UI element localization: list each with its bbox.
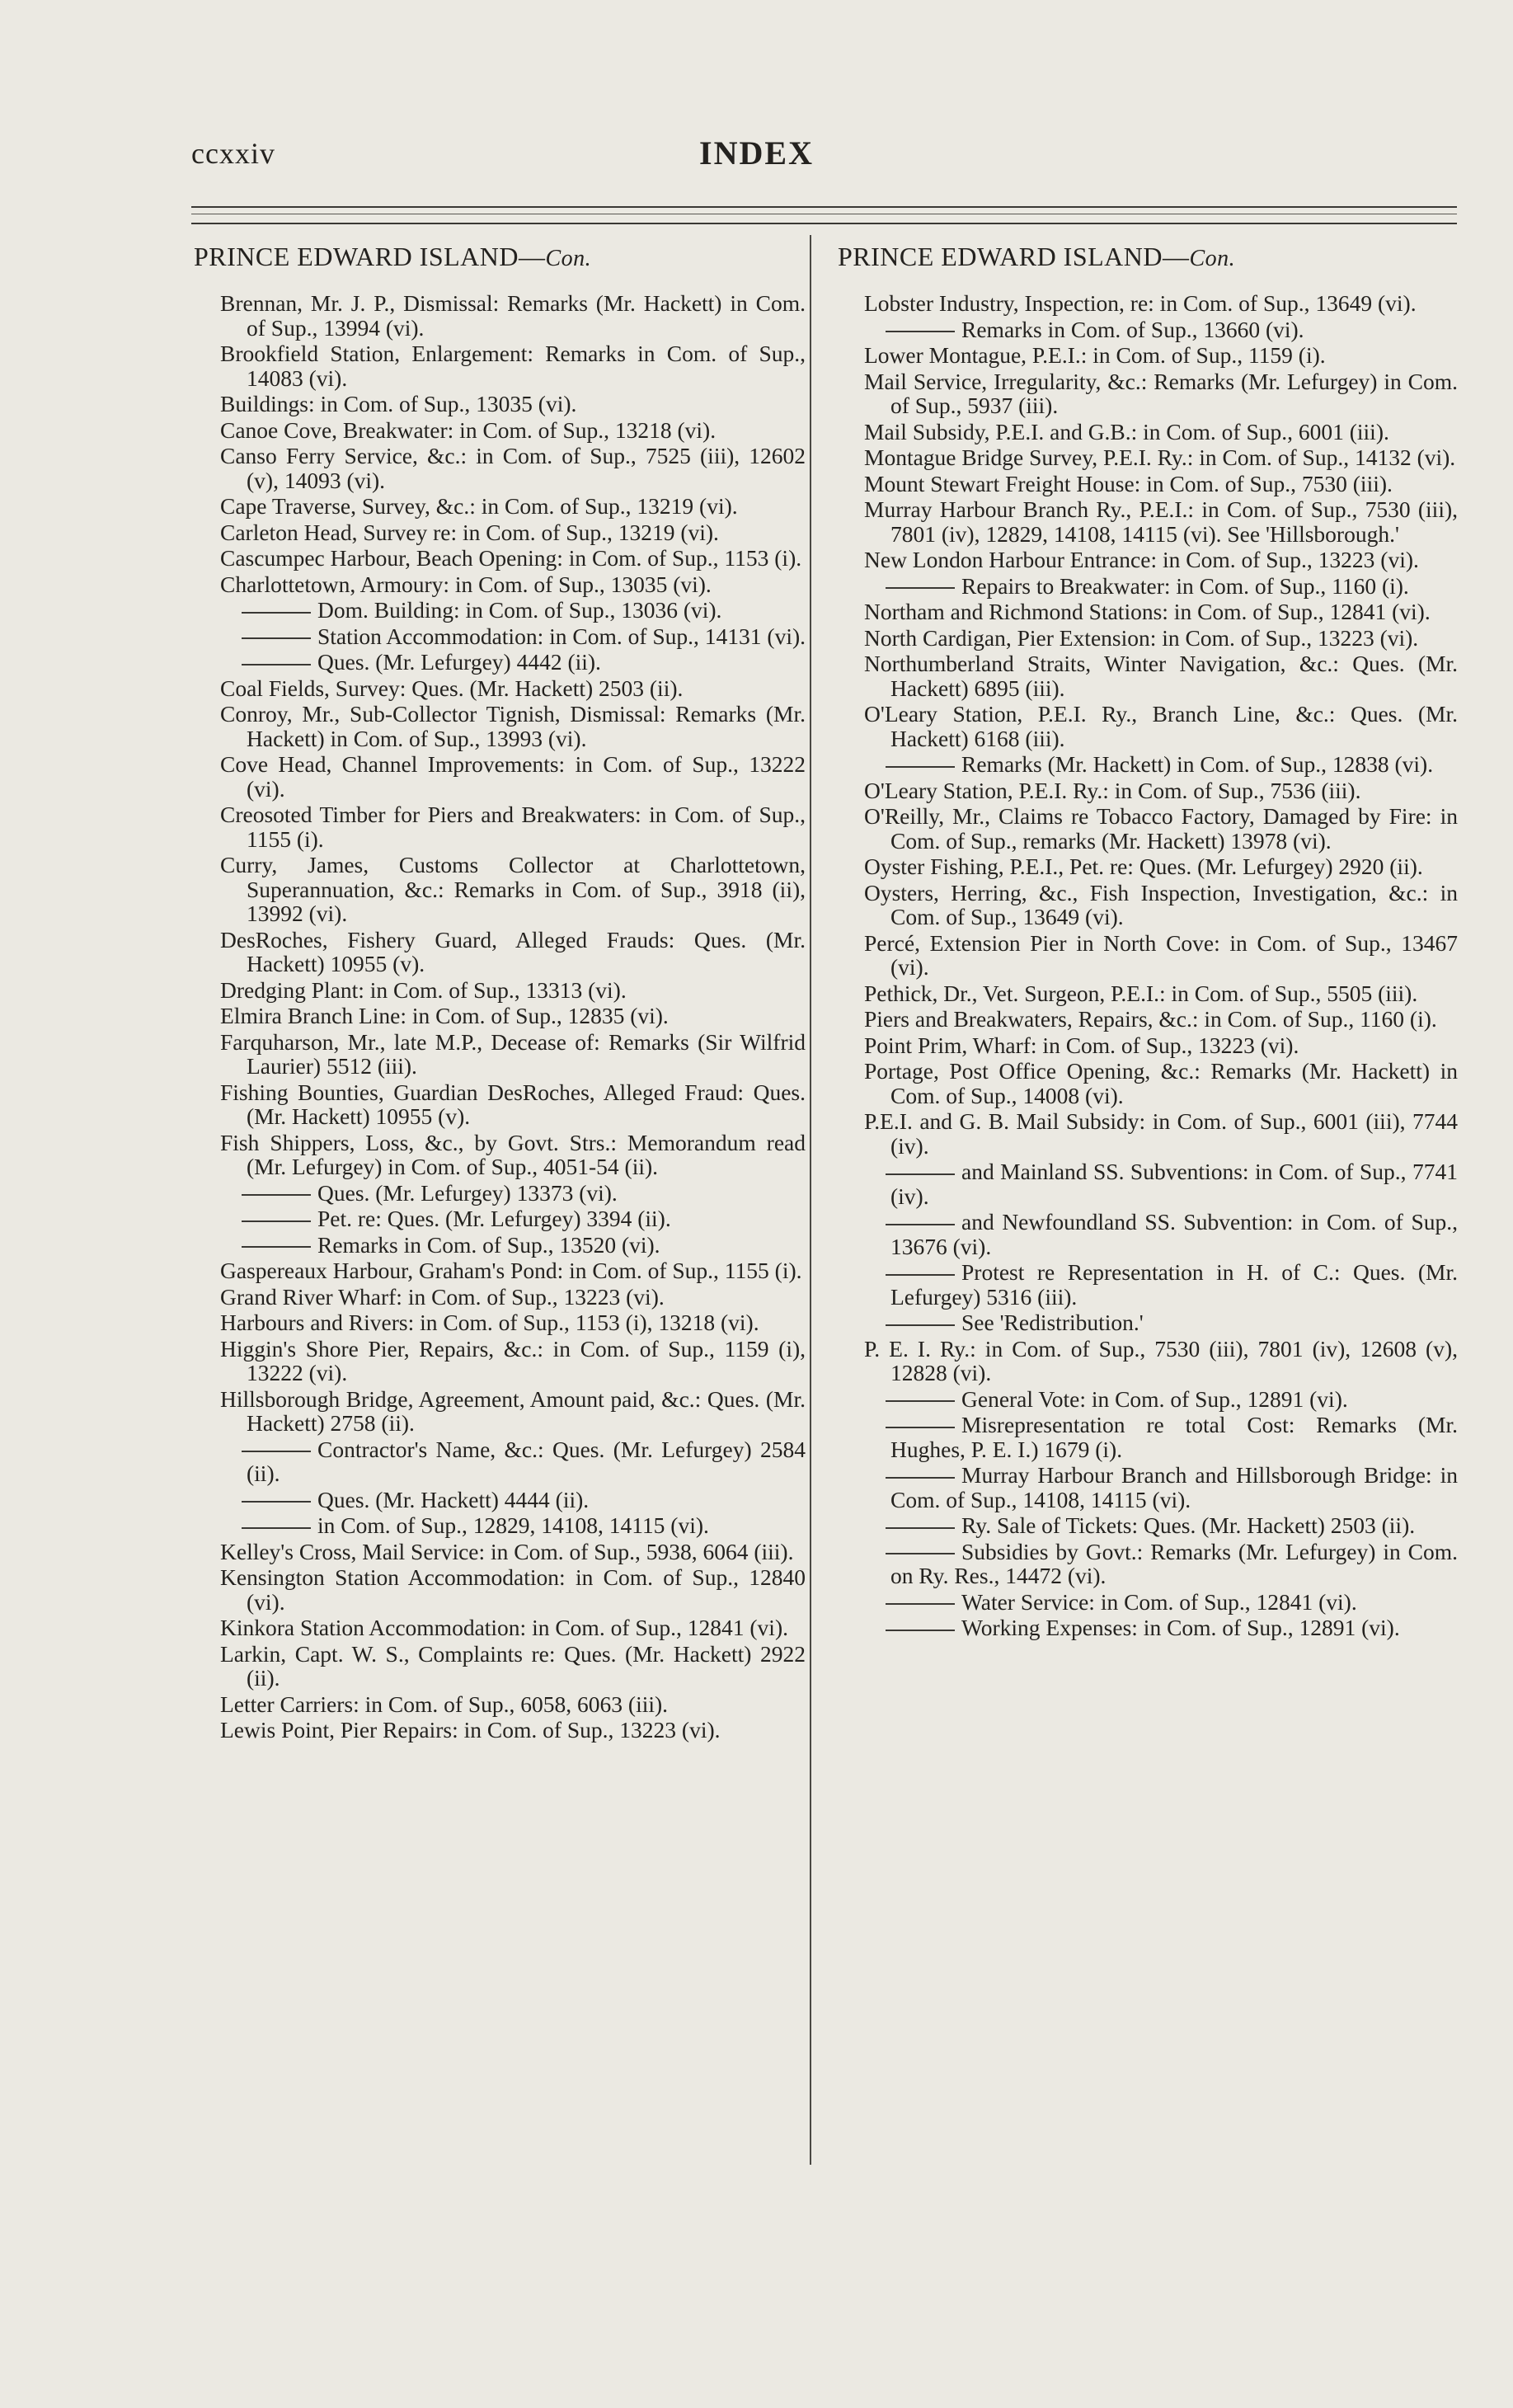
index-entry: Mail Service, Irregularity, &c.: Remarks (Mr. Lefurgey) in Com. of Sup., 5937 (iii). (864, 368, 1458, 418)
index-entry: General Vote: in Com. of Sup., 12891 (vi). (838, 1387, 1458, 1412)
index-entry: Station Accommodation: in Com. of Sup., 14131 (vi). (194, 624, 806, 649)
index-entry: North Cardigan, Pier Extension: in Com. of Sup., 13223 (vi). (864, 624, 1419, 651)
ditto-dash (886, 1274, 955, 1276)
index-entry: Cove Head, Channel Improvements: in Com. of Sup., 13222 (vi). (220, 751, 806, 802)
ditto-dash (886, 1173, 955, 1175)
index-entry: Subsidies by Govt.: Remarks (Mr. Lefurgey) in Com. on Ry. Res., 14472 (vi). (838, 1540, 1458, 1588)
index-entry: New London Harbour Entrance: in Com. of Sup., 13223 (vi). (864, 547, 1419, 572)
index-entry: Piers and Breakwaters, Repairs, &c.: in Com. of Sup., 1160 (i). (864, 1006, 1437, 1032)
ditto-dash (886, 587, 955, 589)
ditto-dash (242, 1451, 311, 1452)
index-entry: Dredging Plant: in Com. of Sup., 13313 (vi). (220, 976, 627, 1003)
index-entry: Ques. (Mr. Hackett) 4444 (ii). (194, 1488, 806, 1512)
index-entry: Brookfield Station, Enlargement: Remarks in Com. of Sup., 14083 (vi). (220, 341, 806, 391)
index-entry: Canso Ferry Service, &c.: in Com. of Sup., 7525 (iii), 12602 (v), 14093 (vi). (220, 443, 806, 493)
ditto-dash (886, 766, 955, 768)
index-entry: Pethick, Dr., Vet. Surgeon, P.E.I.: in Com. of Sup., 5505 (iii). (864, 980, 1418, 1006)
index-entry: Remarks (Mr. Hackett) in Com. of Sup., 12838 (vi). (838, 752, 1458, 777)
index-entry: Grand River Wharf: in Com. of Sup., 13223 (vi). (220, 1283, 665, 1310)
ditto-dash (242, 1501, 311, 1503)
left-column (194, 241, 806, 1744)
page-title: INDEX (699, 134, 814, 172)
ditto-dash (886, 1224, 955, 1225)
index-entry: Fish Shippers, Loss, &c., by Govt. Strs.: Memorandum read (Mr. Lefurgey) in Com. of Sup., 4051-54 (ii). (220, 1129, 806, 1179)
right-entry-list (838, 291, 1458, 1640)
index-entry: Working Expenses: in Com. of Sup., 12891 (vi). (838, 1616, 1458, 1640)
index-entry: Protest re Representation in H. of C.: Ques. (Mr. Lefurgey) 5316 (iii). (838, 1260, 1458, 1309)
header-rule (191, 206, 1457, 224)
index-entry: Ry. Sale of Tickets: Ques. (Mr. Hackett) 2503 (ii). (838, 1513, 1458, 1538)
index-entry: P.E.I. and G. B. Mail Subsidy: in Com. of Sup., 6001 (iii), 7744 (iv). (864, 1108, 1458, 1159)
index-entry: P. E. I. Ry.: in Com. of Sup., 7530 (iii), 7801 (iv), 12608 (v), 12828 (vi). (864, 1335, 1458, 1385)
index-entry: See 'Redistribution.' (838, 1310, 1458, 1335)
index-entry: DesRoches, Fishery Guard, Alleged Frauds: Ques. (Mr. Hackett) 10955 (v). (220, 926, 806, 976)
index-entry: Kinkora Station Accommodation: in Com. of Sup., 12841 (vi). (220, 1615, 788, 1640)
index-entry: O'Reilly, Mr., Claims re Tobacco Factory, Damaged by Fire: in Com. of Sup., remarks (Mr. Hackett) 13978 (vi). (864, 803, 1458, 854)
index-entry: Fishing Bounties, Guardian DesRoches, Alleged Fraud: Ques. (Mr. Hackett) 10955 (v). (220, 1079, 806, 1129)
ditto-dash (242, 1220, 311, 1222)
index-entry: Cape Traverse, Survey, &c.: in Com. of Sup., 13219 (vi). (220, 493, 738, 519)
index-entry: and Mainland SS. Subventions: in Com. of Sup., 7741 (iv). (838, 1159, 1458, 1208)
ditto-dash (886, 1324, 955, 1326)
right-section-heading: PRINCE EDWARD ISLAND—Con. (838, 242, 1236, 271)
ditto-dash (242, 1246, 311, 1248)
index-entry: Lobster Industry, Inspection, re: in Com. of Sup., 13649 (vi). (864, 290, 1417, 316)
left-entry-list (194, 291, 806, 1743)
index-entry: Lewis Point, Pier Repairs: in Com. of Sup., 13223 (vi). (220, 1717, 721, 1743)
index-entry: Murray Harbour Branch and Hillsborough Bridge: in Com. of Sup., 14108, 14115 (vi). (838, 1463, 1458, 1512)
index-entry: in Com. of Sup., 12829, 14108, 14115 (vi). (194, 1513, 806, 1538)
left-section-heading: PRINCE EDWARD ISLAND—Con. (194, 242, 592, 271)
index-entry: and Newfoundland SS. Subvention: in Com. of Sup., 13676 (vi). (838, 1210, 1458, 1258)
index-entry: Northumberland Straits, Winter Navigation, &c.: Ques. (Mr. Hackett) 6895 (iii). (864, 651, 1458, 701)
index-entry: Oyster Fishing, P.E.I., Pet. re: Ques. (Mr. Lefurgey) 2920 (ii). (864, 854, 1423, 879)
index-entry: Elmira Branch Line: in Com. of Sup., 12835 (vi). (220, 1003, 669, 1028)
index-entry: Mail Subsidy, P.E.I. and G.B.: in Com. of Sup., 6001 (iii). (864, 418, 1389, 444)
index-entry: Remarks in Com. of Sup., 13660 (vi). (838, 317, 1458, 342)
ditto-dash (886, 1553, 955, 1554)
ditto-dash (886, 1477, 955, 1479)
index-entry: Ques. (Mr. Lefurgey) 13373 (vi). (194, 1181, 806, 1206)
index-entry: Conroy, Mr., Sub-Collector Tignish, Dismissal: Remarks (Mr. Hackett) in Com. of Sup., 13993 (vi). (220, 701, 806, 751)
index-entry: Misrepresentation re total Cost: Remarks (Mr. Hughes, P. E. I.) 1679 (i). (838, 1413, 1458, 1461)
ditto-dash (886, 1400, 955, 1402)
index-entry: Northam and Richmond Stations: in Com. of Sup., 12841 (vi). (864, 599, 1431, 624)
index-entry: Farquharson, Mr., late M.P., Decease of: Remarks (Sir Wilfrid Laurier) 5512 (iii). (220, 1028, 806, 1079)
page-folio: ccxxiv (191, 137, 275, 170)
index-entry: Oysters, Herring, &c., Fish Inspection, Investigation, &c.: in Com. of Sup., 13649 (vi). (864, 879, 1458, 929)
ditto-dash (886, 1427, 955, 1428)
column-divider (810, 235, 811, 2165)
index-entry: Gaspereaux Harbour, Graham's Pond: in Com. of Sup., 1155 (i). (220, 1258, 802, 1283)
index-entry: Point Prim, Wharf: in Com. of Sup., 13223 (vi). (864, 1032, 1299, 1058)
ditto-dash (242, 1194, 311, 1196)
index-entry: Buildings: in Com. of Sup., 13035 (vi). (220, 391, 577, 416)
index-entry: Remarks in Com. of Sup., 13520 (vi). (194, 1233, 806, 1258)
index-entry: Carleton Head, Survey re: in Com. of Sup., 13219 (vi). (220, 519, 719, 545)
index-entry: Letter Carriers: in Com. of Sup., 6058, 6063 (iii). (220, 1691, 669, 1717)
index-entry: O'Leary Station, P.E.I. Ry., Branch Line, &c.: Ques. (Mr. Hackett) 6168 (iii). (864, 701, 1458, 751)
index-entry: Canoe Cove, Breakwater: in Com. of Sup., 13218 (vi). (220, 416, 717, 443)
index-entry: Kensington Station Accommodation: in Com. of Sup., 12840 (vi). (220, 1564, 806, 1615)
index-entry: Harbours and Rivers: in Com. of Sup., 1153 (i), 13218 (vi). (220, 1310, 759, 1335)
index-entry: Hillsborough Bridge, Agreement, Amount paid, &c.: Ques. (Mr. Hackett) 2758 (ii). (220, 1385, 806, 1436)
index-entry: O'Leary Station, P.E.I. Ry.: in Com. of Sup., 7536 (iii). (864, 777, 1361, 803)
index-entry: Dom. Building: in Com. of Sup., 13036 (vi). (194, 598, 806, 623)
index-entry: Higgin's Shore Pier, Repairs, &c.: in Com. of Sup., 1159 (i), 13222 (vi). (220, 1335, 806, 1385)
ditto-dash (886, 1603, 955, 1605)
index-entry: Ques. (Mr. Lefurgey) 4442 (ii). (194, 650, 806, 675)
ditto-dash (242, 637, 311, 639)
index-entry: Murray Harbour Branch Ry., P.E.I.: in Com. of Sup., 7530 (iii), 7801 (iv), 12829, 14108, 14115 (vi). See 'Hillsborough.' (864, 496, 1458, 547)
index-entry: Curry, James, Customs Collector at Charlottetown, Superannuation, &c.: Remarks in Com. of Sup., 3918 (ii), 13992 (vi). (220, 852, 806, 926)
ditto-dash (886, 331, 955, 332)
index-entry: Cascumpec Harbour, Beach Opening: in Com. of Sup., 1153 (i). (220, 545, 802, 571)
index-entry: Water Service: in Com. of Sup., 12841 (vi). (838, 1590, 1458, 1615)
index-entry: Portage, Post Office Opening, &c.: Remarks (Mr. Hackett) in Com. of Sup., 14008 (vi). (864, 1058, 1458, 1108)
index-entry: Contractor's Name, &c.: Ques. (Mr. Lefurgey) 2584 (ii). (194, 1437, 806, 1486)
ditto-dash (242, 612, 311, 614)
index-entry: Mount Stewart Freight House: in Com. of Sup., 7530 (iii). (864, 470, 1393, 496)
index-entry: Coal Fields, Survey: Ques. (Mr. Hackett) 2503 (ii). (220, 675, 684, 701)
index-entry: Montague Bridge Survey, P.E.I. Ry.: in Com. of Sup., 14132 (vi). (864, 444, 1456, 470)
index-entry: Charlottetown, Armoury: in Com. of Sup., 13035 (vi). (220, 571, 712, 597)
index-entry: Larkin, Capt. W. S., Complaints re: Ques. (Mr. Hackett) 2922 (ii). (220, 1640, 806, 1691)
index-entry: Percé, Extension Pier in North Cove: in Com. of Sup., 13467 (vi). (864, 929, 1458, 980)
index-entry: Kelley's Cross, Mail Service: in Com. of Sup., 5938, 6064 (iii). (220, 1538, 794, 1564)
index-entry: Brennan, Mr. J. P., Dismissal: Remarks (Mr. Hackett) in Com. of Sup., 13994 (vi). (220, 290, 806, 341)
ditto-dash (242, 664, 311, 665)
right-column (838, 241, 1458, 1642)
ditto-dash (886, 1630, 955, 1631)
index-entry: Creosoted Timber for Piers and Breakwaters: in Com. of Sup., 1155 (i). (220, 802, 806, 852)
index-entry: Pet. re: Ques. (Mr. Lefurgey) 3394 (ii). (194, 1206, 806, 1231)
index-entry: Repairs to Breakwater: in Com. of Sup., 1160 (i). (838, 574, 1458, 599)
ditto-dash (242, 1527, 311, 1529)
ditto-dash (886, 1527, 955, 1529)
index-entry: Lower Montague, P.E.I.: in Com. of Sup., 1159 (i). (864, 342, 1326, 368)
